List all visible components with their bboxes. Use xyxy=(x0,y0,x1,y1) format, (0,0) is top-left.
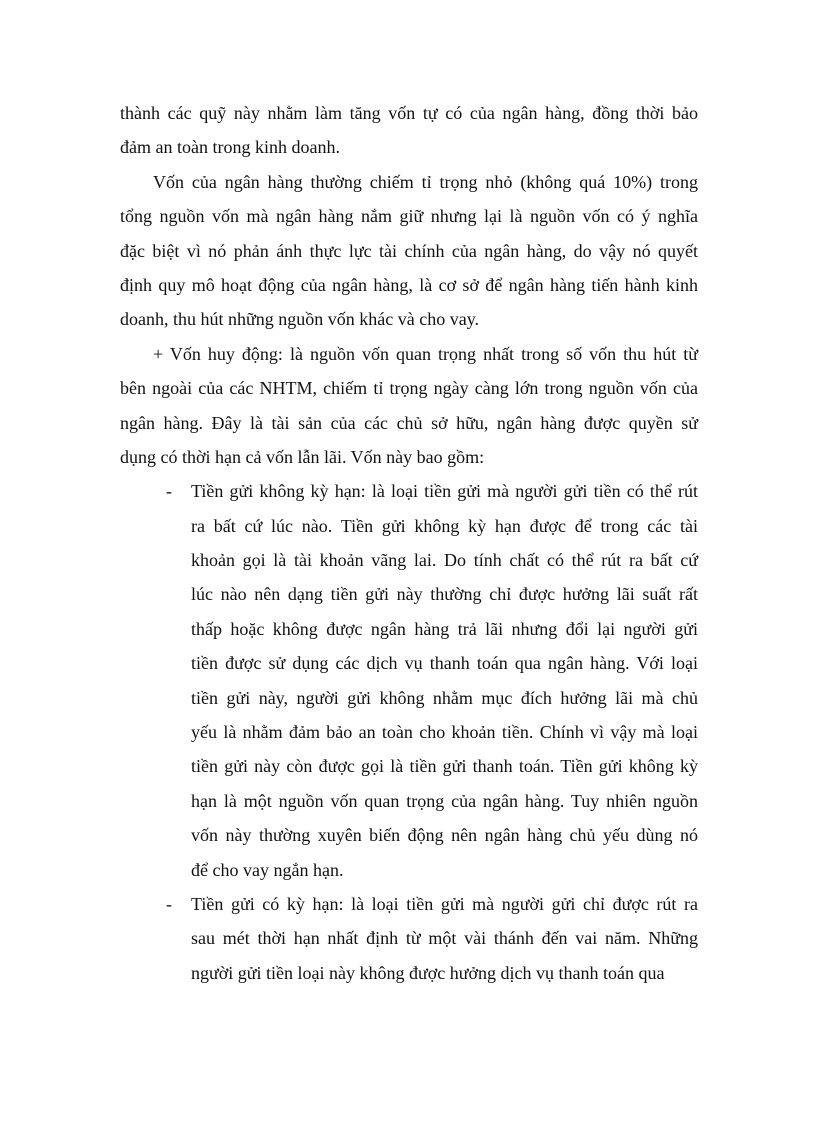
text-line: thành các quỹ này nhằm làm tăng vốn tự có của ngân hàng, đồng thời bảo xyxy=(120,103,698,123)
paragraph-3 xyxy=(120,337,698,475)
text-line: sau mét thời hạn nhất định từ một vài thánh đến vai năm. Những xyxy=(191,928,698,949)
text-line: đảm an toàn trong kinh doanh. xyxy=(120,137,340,158)
text-line: doanh, thu hút những nguồn vốn khác và cho vay. xyxy=(120,309,480,330)
text-line: Tiền gửi không kỳ hạn: là loại tiền gửi mà người gửi tiền có thể rút xyxy=(191,481,698,502)
text-line: tổng nguồn vốn mà ngân hàng nắm giữ nhưng lại là nguồn vốn có ý nghĩa xyxy=(120,206,698,227)
text-line: yếu là nhằm đảm bảo an toàn cho khoản tiền. Chính vì vậy mà loại xyxy=(191,722,698,743)
text-line: vốn này thường xuyên biến động nên ngân hàng chủ yếu dùng nó xyxy=(191,825,698,846)
paragraph-1 xyxy=(120,96,698,165)
body-text xyxy=(120,96,698,990)
text-line: người gửi tiền loại này không được hưởng dịch vụ thanh toán qua xyxy=(191,962,665,983)
text-line: Tiền gửi có kỳ hạn: là loại tiền gửi mà người gửi chỉ được rút ra xyxy=(191,893,698,914)
paragraph-2 xyxy=(120,165,698,337)
text-line: tiền gửi này còn được gọi là tiền gửi thanh toán. Tiền gửi không kỳ xyxy=(191,756,698,777)
text-line: tiền được sử dụng các dịch vụ thanh toán qua ngân hàng. Với loại xyxy=(191,653,698,674)
text-line: Vốn của ngân hàng thường chiếm tỉ trọng nhỏ (không quá 10%) trong xyxy=(153,171,698,192)
text-line: dụng có thời hạn cả vốn lẫn lãi. Vốn này bao gồm: xyxy=(120,446,485,467)
text-line: tiền gửi này, người gửi không nhằm mục đích hưởng lãi mà chủ xyxy=(191,687,698,708)
text-line: đặc biệt vì nó phản ánh thực lực tài chính của ngân hàng, do vậy nó quyết xyxy=(120,240,698,261)
bullet-marker: - xyxy=(166,481,172,502)
text-line: ra bất cứ lúc nào. Tiền gửi không kỳ hạn được để trong các tài xyxy=(191,515,698,536)
text-line: để cho vay ngắn hạn. xyxy=(191,859,344,880)
bullet-item-2 xyxy=(166,887,698,990)
bullet-marker: - xyxy=(166,893,172,914)
text-line: hạn là một nguồn vốn quan trọng của ngân hàng. Tuy nhiên nguồn xyxy=(191,790,698,811)
text-line: ngân hàng. Đây là tài sản của các chủ sở hữu, ngân hàng được quyền sử xyxy=(120,412,698,433)
text-line: định quy mô hoạt động của ngân hàng, là cơ sở để ngân hàng tiến hành kinh xyxy=(120,274,698,295)
text-line: lúc nào nên dạng tiền gửi này thường chỉ được hưởng lãi suất rất xyxy=(191,584,698,605)
text-line: bên ngoài của các NHTM, chiếm tỉ trọng ngày càng lớn trong nguồn vốn của xyxy=(120,378,698,399)
bullet-item-1 xyxy=(166,474,698,887)
text-line: + Vốn huy động: là nguồn vốn quan trọng nhất trong số vốn thu hút từ xyxy=(153,343,698,364)
text-line: thấp hoặc không được ngân hàng trả lãi nhưng đổi lại người gửi xyxy=(191,618,698,639)
text-line: khoản gọi là tài khoản vãng lai. Do tính chất có thể rút ra bất cứ xyxy=(191,550,698,571)
